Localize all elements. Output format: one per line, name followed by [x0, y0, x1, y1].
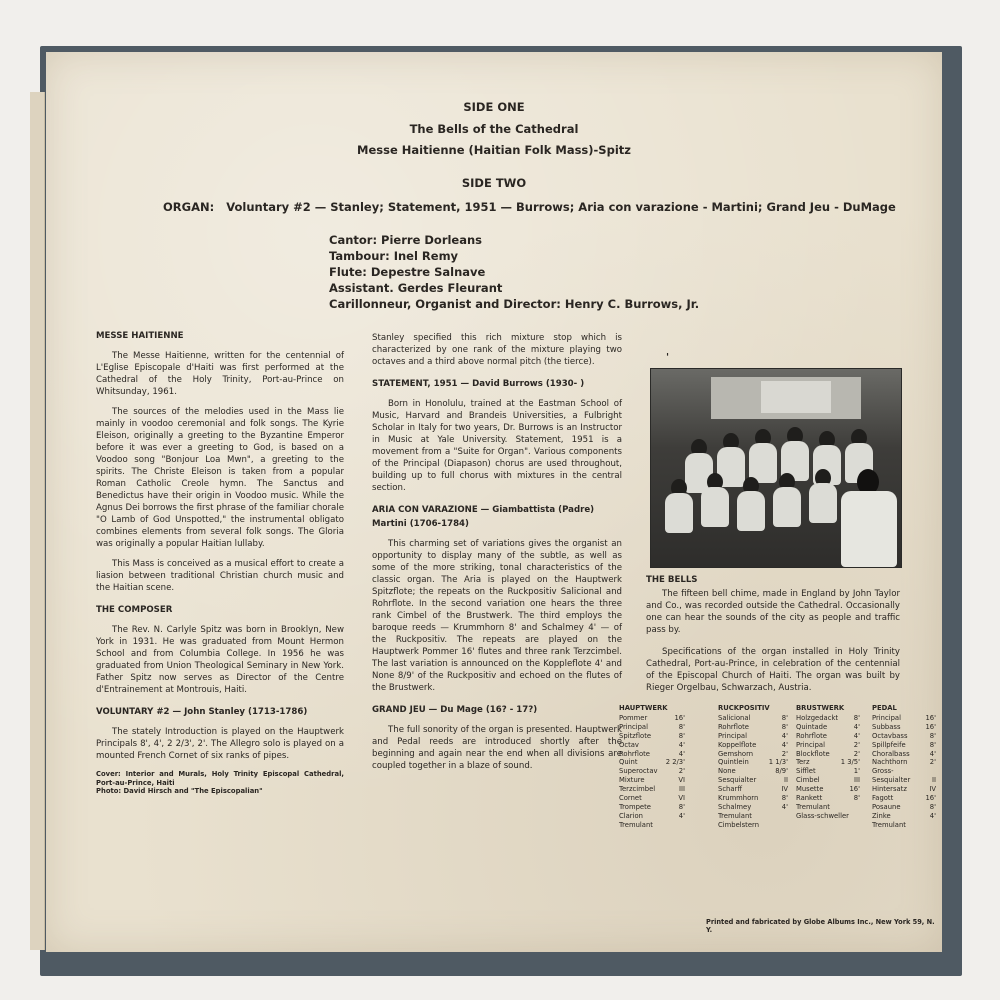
- stop-pitch: 16': [925, 794, 936, 803]
- stop-name: Quintade: [796, 722, 828, 731]
- notes-column-2: [372, 332, 622, 780]
- organ-stop-row: [619, 803, 685, 812]
- stop-name: Spitzflote: [619, 731, 652, 740]
- stop-name: Spillpfeife: [872, 740, 906, 749]
- organ-stop-row: [619, 732, 685, 741]
- stop-name: Sifflet: [796, 767, 816, 776]
- section-heading-grand-jeu: GRAND JEU — Du Mage (16? - 17?): [372, 705, 538, 715]
- organ-stop-row: [796, 794, 860, 803]
- division-heading: BRUSTWERK: [796, 704, 845, 712]
- notes-column-1: [96, 330, 344, 796]
- organ-stop-row: [619, 723, 685, 732]
- organ-stop-row: [619, 785, 685, 794]
- organ-stop-row: [619, 812, 685, 821]
- stop-name: Quint: [619, 758, 638, 767]
- stop-name: Choralbass: [872, 749, 910, 758]
- stop-name: Scharff: [718, 785, 743, 794]
- organ-stop-row: [872, 776, 936, 785]
- organ-stop-row: [872, 723, 936, 732]
- stop-pitch: III: [853, 776, 860, 785]
- stop-name: Quintlein: [718, 758, 749, 767]
- stop-name: Rohrflote: [619, 749, 650, 758]
- stop-pitch: 8': [678, 802, 685, 811]
- stop-name: Holzgedackt: [796, 713, 839, 722]
- stop-name: Tremulant: [796, 802, 830, 811]
- stop-pitch: III: [678, 785, 685, 794]
- section-heading-aria-line-2: Martini (1706-1784): [372, 519, 469, 529]
- organ-stop-row: [796, 758, 860, 767]
- stop-pitch: 2 2/3': [665, 758, 685, 767]
- credit-line: Flute: Depestre Salnave: [329, 265, 486, 279]
- stop-pitch: 4': [781, 802, 788, 811]
- organ-stop-row: [872, 785, 936, 794]
- paragraph: The fifteen bell chime, made in England by John Taylor and Co., was recorded outside the Cathedral. Occasionally one can hear the sounds of the city as people and traffic pass by.: [646, 589, 900, 635]
- organ-stop-row: [718, 785, 788, 794]
- stop-name: Clarion: [619, 811, 643, 820]
- paragraph: Stanley specified this rich mixture stop which is characterized by one rank of the mixture playing two octaves and a third above normal pitch (the tierce).: [372, 333, 622, 367]
- stop-pitch: 4': [678, 740, 685, 749]
- organ-stop-row: [796, 750, 860, 759]
- organ-stop-row: [872, 732, 936, 741]
- stop-pitch: 4': [781, 740, 788, 749]
- stop-name: Tremulant: [718, 811, 752, 820]
- section-heading-voluntary: VOLUNTARY #2 — John Stanley (1713-1786): [96, 707, 308, 717]
- stop-pitch: 4': [929, 749, 936, 758]
- stop-pitch: 4': [781, 731, 788, 740]
- stop-pitch: 8': [929, 740, 936, 749]
- stop-pitch: 8': [853, 713, 860, 722]
- stop-name: Koppelflote: [718, 740, 757, 749]
- stop-name: None: [718, 767, 736, 776]
- stop-name: Hintersatz: [872, 785, 907, 794]
- organ-stop-row: [718, 714, 788, 723]
- organ-stop-row: [872, 714, 936, 723]
- photo-credit: Photo: David Hirsch and "The Episcopalian": [96, 787, 263, 795]
- cover-credit: Cover: Interior and Murals, Holy Trinity Episcopal Cathedral, Port-au-Prince, Haiti: [96, 770, 344, 787]
- stop-pitch: 4': [853, 722, 860, 731]
- stop-pitch: 4': [678, 749, 685, 758]
- stop-name: Superoctav: [619, 767, 658, 776]
- division-heading: HAUPTWERK: [619, 704, 668, 712]
- organ-stop-row: [872, 767, 936, 776]
- stop-pitch: 1 3/5': [840, 758, 860, 767]
- organ-stop-row: [619, 750, 685, 759]
- paragraph: The stately Introduction is played on the Hauptwerk Principals 8', 4', 2 2/3', 2'. The Allegro solo is played on a mounted French Cornet of six ranks of pipes.: [96, 727, 344, 761]
- paragraph: The Rev. N. Carlyle Spitz was born in Brooklyn, New York in 1931. He was graduated from Mount Hermon School and from Columbia College. In 1956 he was graduated from Union Theological Seminary in New York. Father Spitz now serves as Director of the Centre d'Entrainement at Montrouis, Haiti.: [96, 625, 344, 695]
- organ-stop-row: [796, 812, 860, 821]
- organ-stop-row: [619, 758, 685, 767]
- organ-stop-row: [718, 741, 788, 750]
- organ-division-pedal: [872, 704, 936, 830]
- stop-pitch: 8': [781, 713, 788, 722]
- stop-pitch: IV: [929, 785, 936, 794]
- paragraph: The Messe Haitienne, written for the centennial of L'Eglise Episcopale d'Haiti was first performed at the Cathedral of the Holy Trinity, Port-au-Prince on Whitsunday, 1961.: [96, 351, 344, 397]
- organ-stop-row: [718, 821, 788, 830]
- stop-name: Pommer: [619, 713, 648, 722]
- stop-name: Krummhorn: [718, 794, 759, 803]
- organ-stop-row: [619, 776, 685, 785]
- organ-stop-row: [796, 767, 860, 776]
- tick-mark: ': [666, 352, 670, 363]
- section-heading-messe: MESSE HAITIENNE: [96, 331, 184, 341]
- stop-pitch: 2': [929, 758, 936, 767]
- stop-name: Mixture: [619, 776, 645, 785]
- stop-name: Terzcimbel: [619, 785, 656, 794]
- stop-pitch: 8': [853, 794, 860, 803]
- notes-column-3: [646, 574, 900, 702]
- stop-name: Blockflote: [796, 749, 830, 758]
- organ-division-ruckpositiv: [718, 704, 788, 830]
- organ-stop-row: [718, 776, 788, 785]
- organ-stop-row: [796, 723, 860, 732]
- stop-pitch: 2': [781, 749, 788, 758]
- stop-pitch: 8': [781, 794, 788, 803]
- credit-line: Tambour: Inel Remy: [329, 249, 459, 263]
- stop-name: Tremulant: [619, 820, 653, 829]
- stop-name: Principal: [619, 722, 648, 731]
- organ-stop-row: [796, 741, 860, 750]
- stop-name: Rohrflote: [718, 722, 749, 731]
- stop-pitch: II: [783, 776, 788, 785]
- stop-pitch: 8': [929, 731, 936, 740]
- paragraph: Born in Honolulu, trained at the Eastman School of Music, Harvard and Brandeis Universities, a Fulbright Scholar in Italy for two years, Dr. Burrows is an Instructor in Music at Yale University. Statement, 1951 is a movement from a "Suite for Organ". Various components of the Principal (Diapason) chorus are used throughout, building up to full chorus with mixtures in the central section.: [372, 399, 622, 493]
- stop-name: Zinke: [872, 811, 891, 820]
- division-heading: RUCKPOSITIV: [718, 704, 770, 712]
- organ-stop-row: [718, 803, 788, 812]
- stop-pitch: 8': [678, 722, 685, 731]
- credit-line: Cantor: Pierre Dorleans: [329, 233, 483, 247]
- stop-name: Trompete: [619, 802, 651, 811]
- stop-name: Tremulant: [872, 820, 906, 829]
- organ-stop-row: [718, 794, 788, 803]
- stop-name: Principal: [796, 740, 825, 749]
- stop-name: Fagott: [872, 794, 894, 803]
- stop-name: Cimbelstern: [718, 820, 760, 829]
- stop-name: Octav: [619, 740, 639, 749]
- organ-stop-row: [796, 803, 860, 812]
- stop-name: Gemshorn: [718, 749, 754, 758]
- album-subtitle: Messe Haitienne (Haitian Folk Mass)-Spitz: [357, 143, 631, 157]
- stop-pitch: 8/9': [775, 767, 788, 776]
- stop-name: Cimbel: [796, 776, 820, 785]
- stop-name: Nachthorn: [872, 758, 908, 767]
- stop-name: Sesquialter: [872, 776, 911, 785]
- stop-pitch: II: [931, 776, 936, 785]
- organ-stop-row: [718, 758, 788, 767]
- stop-pitch: 8': [929, 802, 936, 811]
- organ-stop-row: [619, 794, 685, 803]
- album-back-cover: [46, 52, 942, 952]
- stop-pitch: 16': [674, 713, 685, 722]
- organ-division-hauptwerk: [619, 704, 685, 830]
- stop-name: Posaune: [872, 802, 901, 811]
- stop-name: Subbass: [872, 722, 901, 731]
- organ-stop-row: [619, 767, 685, 776]
- section-heading-bells: THE BELLS: [646, 575, 698, 585]
- album-title: The Bells of the Cathedral: [409, 122, 579, 136]
- stop-name: Gross-: [872, 767, 894, 776]
- stop-name: Octavbass: [872, 731, 908, 740]
- stop-pitch: 16': [849, 785, 860, 794]
- stop-pitch: 4': [929, 811, 936, 820]
- stop-pitch: 8': [678, 731, 685, 740]
- stop-pitch: 2': [678, 767, 685, 776]
- organ-stop-row: [619, 741, 685, 750]
- paragraph: The sources of the melodies used in the Mass lie mainly in voodoo ceremonial and folk songs. The Kyrie Eleison, originally a greeting to the Byzantine Emperor before it was ever a greeting to God, is based on a Voodoo song "Bonjour Loa Mwn", a greeting to the spirits. The Christe Eleison is taken from a popular Roman Catholic Creole hymn. The Sanctus and Benedictus have their origin in Voodoo music. While the Agnus Dei borrows the first phrase of the familiar chorale "O Lamb of God Unspotted," the instrumental obligato combines elements from several folk songs. The Gloria was originally a popular Haitian lullaby.: [96, 407, 344, 549]
- organ-stop-row: [872, 758, 936, 767]
- stop-pitch: 2': [853, 749, 860, 758]
- stop-name: Principal: [718, 731, 747, 740]
- section-heading-aria: ARIA CON VARAZIONE — Giambattista (Padre): [372, 505, 595, 515]
- organ-stop-row: [796, 714, 860, 723]
- side-one-heading: SIDE ONE: [463, 100, 525, 114]
- printer-credit: Printed and fabricated by Globe Albums Inc., New York 59, N. Y.: [706, 918, 935, 934]
- paragraph: This Mass is conceived as a musical effort to create a liasion between traditional Christian church music and the Haitian scene.: [96, 559, 344, 593]
- stop-name: Salicional: [718, 713, 751, 722]
- division-heading: PEDAL: [872, 704, 897, 712]
- stop-pitch: 4': [678, 811, 685, 820]
- stop-name: Rankett: [796, 794, 823, 803]
- organ-stop-row: [872, 794, 936, 803]
- organ-stop-row: [718, 812, 788, 821]
- organ-stop-row: [718, 723, 788, 732]
- stop-name: Schalmey: [718, 802, 752, 811]
- organ-stop-row: [872, 750, 936, 759]
- stop-name: Rohrflote: [796, 731, 827, 740]
- stop-name: Sesquialter: [718, 776, 757, 785]
- organ-program-line: ORGAN: Voluntary #2 — Stanley; Statement, 1951 — Burrows; Aria con varazione - Martini; Grand Jeu - DuMage: [163, 200, 896, 214]
- stop-pitch: VI: [678, 776, 685, 785]
- section-heading-composer: THE COMPOSER: [96, 605, 173, 615]
- organ-stop-row: [872, 741, 936, 750]
- organ-stop-row: [718, 767, 788, 776]
- section-heading-statement: STATEMENT, 1951 — David Burrows (1930- ): [372, 379, 585, 389]
- stop-pitch: VI: [678, 794, 685, 803]
- paragraph: Specifications of the organ installed in Holy Trinity Cathedral, Port-au-Prince, in celebration of the centennial of the Episcopal Church of Haiti. The organ was built by Rieger Orgelbau, Schwarzach, Austria.: [646, 647, 900, 693]
- side-two-heading: SIDE TWO: [461, 176, 527, 190]
- organ-stop-row: [718, 750, 788, 759]
- stop-name: Terz: [796, 758, 810, 767]
- credit-line: Carillonneur, Organist and Director: Henry C. Burrows, Jr.: [329, 297, 700, 311]
- stop-name: Glass-schweller: [796, 811, 849, 820]
- stop-name: Musette: [796, 785, 824, 794]
- organ-stop-row: [872, 812, 936, 821]
- organ-stop-row: [872, 803, 936, 812]
- stop-pitch: 1': [853, 767, 860, 776]
- organ-stop-row: [796, 776, 860, 785]
- paragraph: The full sonority of the organ is presented. Hauptwerk and Pedal reeds are introduced shortly after the beginning and again near the end when all divisions are coupled together in a blaze of sound.: [372, 725, 622, 771]
- sleeve-spine-strip: [30, 92, 45, 950]
- organ-stop-row: [796, 785, 860, 794]
- choir-photo: [650, 368, 902, 568]
- performer-credits: [329, 232, 699, 312]
- organ-stop-row: [619, 714, 685, 723]
- paragraph: This charming set of variations gives the organist an opportunity to display many of the subtle, as well as some of the more striking, tonal characteristics of the classic organ. The Aria is played on the Hauptwerk Spitzflote; the repeats on the Ruckpositiv Salicional and Rohrflote. In the second variation one hears the three rank Cimbel of the Brustwerk. The third employs the baroque reeds — Krummhorn 8' and Schalmey 4' — of the Ruckpositiv. The repeats are played on the Hauptwerk Pommer 16' flutes and three rank Terzcimbel. The last variation is announced on the Koppleflote 4' and None 8/9' of the Ruckpositiv and echoed on the flutes of the Brustwerk.: [372, 539, 622, 693]
- stop-pitch: IV: [781, 785, 788, 794]
- organ-stop-row: [718, 732, 788, 741]
- organ-stop-row: [619, 821, 685, 830]
- stop-pitch: 8': [781, 722, 788, 731]
- organ-division-brustwerk: [796, 704, 860, 821]
- organ-stop-row: [796, 732, 860, 741]
- stop-pitch: 2': [853, 740, 860, 749]
- stop-pitch: 4': [853, 731, 860, 740]
- stop-pitch: 1 1/3': [768, 758, 788, 767]
- stop-pitch: 16': [925, 722, 936, 731]
- credit-line: Assistant. Gerdes Fleurant: [329, 281, 503, 295]
- stop-name: Cornet: [619, 794, 642, 803]
- stop-name: Principal: [872, 713, 901, 722]
- organ-stop-row: [872, 821, 936, 830]
- stop-pitch: 16': [925, 713, 936, 722]
